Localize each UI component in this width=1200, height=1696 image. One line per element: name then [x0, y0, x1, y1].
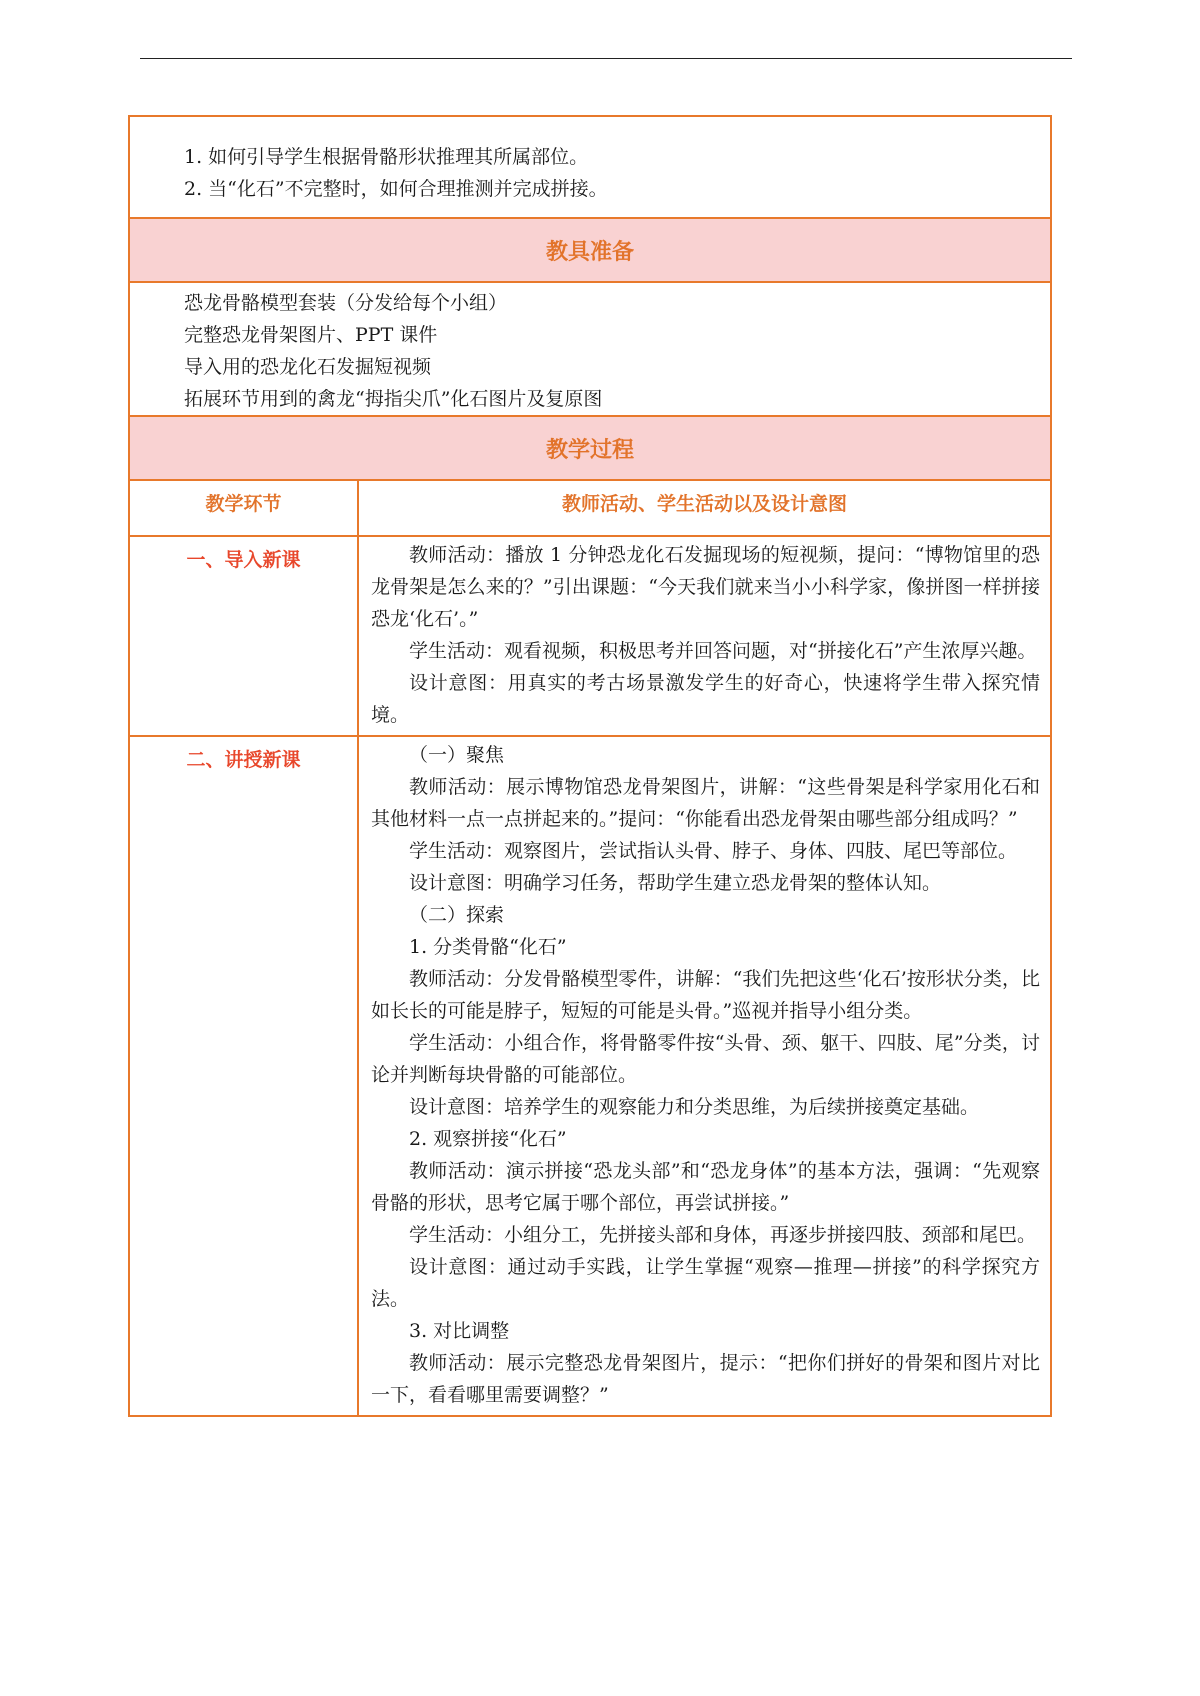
stage-row-intro [130, 537, 1050, 737]
stage-label: 二、讲授新课 [186, 749, 301, 771]
difficulty-item: 2. 当“化石”不完整时，如何合理推测并完成拼接。 [184, 178, 608, 200]
materials-list [130, 283, 1050, 415]
process-column-headers [130, 481, 1050, 537]
paragraph: 3. 对比调整 [409, 1320, 510, 1342]
stage-label: 一、导入新课 [186, 549, 301, 571]
materials-heading: 教具准备 [130, 219, 1050, 283]
paragraph: 设计意图：通过动手实践，让学生掌握“观察—推理—拼接”的科学探究方法。 [371, 1256, 1040, 1310]
stage-cell [130, 737, 359, 1415]
paragraph: 2. 观察拼接“化石” [409, 1128, 567, 1150]
paragraph: 教师活动：分发骨骼模型零件，讲解：“我们先把这些‘化石’按形状分类，比如长长的可能是脖子，短短的可能是头骨。”巡视并指导小组分类。 [371, 968, 1040, 1022]
paragraph: 设计意图：明确学习任务，帮助学生建立恐龙骨架的整体认知。 [409, 872, 942, 894]
paragraph: 学生活动：观察图片，尝试指认头骨、脖子、身体、四肢、尾巴等部位。 [409, 840, 1018, 862]
activity-column-header: 教师活动、学生活动以及设计意图 [561, 493, 847, 515]
stage-row-teaching [130, 737, 1050, 1415]
difficulties-list [130, 117, 1050, 217]
material-item: 恐龙骨骼模型套装（分发给每个小组） [184, 292, 508, 314]
difficulties-row [130, 117, 1050, 219]
paragraph: 教师活动：展示完整恐龙骨架图片，提示：“把你们拼好的骨架和图片对比一下，看看哪里需要调整？” [371, 1352, 1040, 1406]
paragraph: （一）聚焦 [409, 744, 505, 766]
stage-content [359, 537, 1050, 735]
material-item: 完整恐龙骨架图片、PPT 课件 [184, 324, 438, 346]
lesson-plan-table [128, 115, 1052, 1417]
paragraph: 教师活动：演示拼接“恐龙头部”和“恐龙身体”的基本方法，强调：“先观察骨骼的形状，思考它属于哪个部位，再尝试拼接。” [371, 1160, 1040, 1214]
paragraph: 1. 分类骨骼“化石” [409, 936, 567, 958]
process-heading: 教学过程 [130, 417, 1050, 481]
paragraph: 教师活动：播放 1 分钟恐龙化石发掘现场的短视频，提问：“博物馆里的恐龙骨架是怎么来的？”引出课题：“今天我们就来当小小科学家，像拼图一样拼接恐龙‘化石’。” [371, 544, 1040, 630]
stage-content [359, 737, 1050, 1415]
stage-column-header: 教学环节 [130, 481, 359, 535]
material-item: 拓展环节用到的禽龙“拇指尖爪”化石图片及复原图 [184, 388, 603, 410]
difficulty-item: 1. 如何引导学生根据骨骼形状推理其所属部位。 [184, 146, 589, 168]
paragraph: 学生活动：小组分工，先拼接头部和身体，再逐步拼接四肢、颈部和尾巴。 [409, 1224, 1037, 1246]
paragraph: 学生活动：观看视频，积极思考并回答问题，对“拼接化石”产生浓厚兴趣。 [409, 640, 1037, 662]
stage-cell [130, 537, 359, 735]
paragraph: 学生活动：小组合作，将骨骼零件按“头骨、颈、躯干、四肢、尾”分类，讨论并判断每块骨骼的可能部位。 [371, 1032, 1040, 1086]
paragraph: 教师活动：展示博物馆恐龙骨架图片，讲解：“这些骨架是科学家用化石和其他材料一点一点拼起来的。”提问：“你能看出恐龙骨架由哪些部分组成吗？” [371, 776, 1040, 830]
header-rule [140, 58, 1072, 59]
paragraph: 设计意图：培养学生的观察能力和分类思维，为后续拼接奠定基础。 [409, 1096, 980, 1118]
material-item: 导入用的恐龙化石发掘短视频 [184, 356, 432, 378]
paragraph: （二）探索 [409, 904, 505, 926]
paragraph: 设计意图：用真实的考古场景激发学生的好奇心，快速将学生带入探究情境。 [371, 672, 1040, 726]
materials-row [130, 283, 1050, 417]
